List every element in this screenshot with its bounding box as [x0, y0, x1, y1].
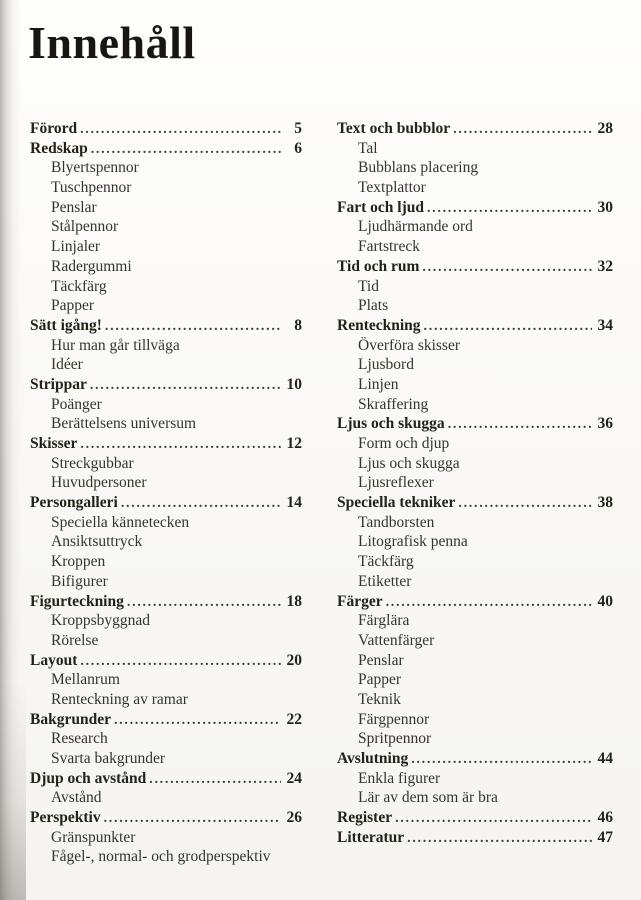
toc-entry-label: Research	[51, 730, 108, 748]
toc-subentry	[337, 670, 613, 690]
toc-entry	[30, 119, 302, 139]
toc-entry-label: Renteckning av ramar	[51, 690, 188, 708]
toc-dot-leader	[407, 828, 592, 849]
toc-entry-label: Form och djup	[358, 435, 450, 452]
toc-entry-label: Litografisk penna	[358, 533, 468, 551]
toc-dot-leader	[395, 808, 592, 829]
toc-entry-label: Färglära	[358, 612, 410, 630]
toc-page-number: 32	[597, 257, 613, 275]
toc-entry	[337, 493, 613, 513]
toc-entry-label: Speciella tekniker	[337, 494, 456, 512]
toc-page-number: 34	[597, 316, 613, 334]
toc-page-number: 20	[286, 651, 302, 669]
toc-entry-label: Text och bubblor	[337, 120, 451, 137]
toc-entry-label: Perspektiv	[30, 809, 101, 827]
toc-entry-label: Ansiktsuttryck	[51, 533, 143, 551]
toc-entry-label: Täckfärg	[51, 277, 107, 295]
toc-entry-label: Tal	[358, 139, 378, 157]
toc-page-number: 18	[286, 592, 302, 610]
toc-subentry	[337, 710, 613, 730]
toc-subentry	[337, 277, 613, 297]
toc-entry-label: Täckfärg	[358, 553, 414, 571]
toc-entry-label: Redskap	[30, 139, 88, 157]
toc-entry-label: Fartstreck	[358, 238, 420, 256]
toc-dot-leader	[458, 493, 592, 514]
toc-entry-label: Avslutning	[337, 750, 409, 767]
toc-subentry	[337, 434, 613, 454]
toc-dot-leader	[127, 592, 281, 613]
toc-page-number: 38	[597, 494, 613, 512]
toc-entry-label: Gränspunkter	[51, 828, 136, 846]
toc-page-number: 10	[286, 375, 302, 393]
toc-page-number: 12	[286, 435, 302, 452]
toc-entry	[337, 808, 613, 828]
toc-entry-label: Renteckning	[337, 316, 421, 334]
toc-subentry	[30, 473, 302, 493]
toc-entry-label: Penslar	[51, 198, 97, 216]
toc-subentry	[30, 217, 302, 237]
toc-subentry	[337, 336, 613, 356]
toc-subentry	[30, 395, 302, 415]
toc-entry	[337, 592, 613, 612]
toc-entry	[337, 119, 613, 139]
toc-column-left	[30, 119, 302, 867]
toc-entry	[30, 769, 302, 789]
toc-subentry	[30, 198, 302, 218]
toc-dot-leader	[121, 493, 281, 514]
toc-entry-label: Strippar	[30, 375, 87, 393]
toc-entry-label: Skisser	[30, 435, 78, 452]
toc-entry-label: Färgpennor	[358, 710, 430, 728]
toc-page-number: 26	[286, 809, 302, 827]
toc-subentry	[337, 513, 613, 533]
scan-edge-shadow	[0, 0, 22, 900]
toc-entry-label: Penslar	[358, 651, 404, 669]
toc-entry-label: Rörelse	[51, 631, 99, 649]
toc-entry	[30, 139, 302, 159]
toc-subentry	[30, 532, 302, 552]
toc-subentry	[30, 257, 302, 277]
scan-edge-shadow-bottom	[0, 680, 26, 900]
toc-entry	[30, 592, 302, 612]
toc-subentry	[337, 355, 613, 375]
toc-subentry	[337, 139, 613, 159]
page-title: Innehåll	[28, 17, 196, 68]
toc-subentry	[337, 158, 613, 178]
toc-subentry	[337, 296, 613, 316]
toc-subentry	[30, 296, 302, 316]
toc-entry-label: Speciella kännetecken	[51, 513, 190, 531]
toc-subentry	[30, 277, 302, 297]
toc-entry-label: Bakgrunder	[30, 710, 111, 728]
toc-entry-label: Etiketter	[358, 572, 412, 590]
toc-dot-leader	[411, 749, 592, 770]
toc-entry-label: Enkla figurer	[358, 769, 441, 787]
toc-dot-leader	[80, 119, 281, 140]
toc-page-number: 30	[597, 198, 613, 216]
toc-entry	[337, 257, 613, 277]
toc-subentry	[337, 375, 613, 395]
toc-subentry	[30, 670, 302, 690]
toc-entry-label: Poänger	[51, 395, 102, 413]
toc-entry-label: Kroppen	[51, 553, 106, 571]
toc-dot-leader	[90, 375, 281, 396]
toc-entry	[30, 493, 302, 513]
toc-entry-label: Textplattor	[358, 179, 426, 197]
toc-column-right	[337, 119, 613, 867]
toc-entry-label: Ljusbord	[358, 356, 414, 374]
toc-entry	[337, 828, 613, 848]
toc-subentry	[30, 237, 302, 257]
toc-entry	[337, 316, 613, 336]
toc-entry	[30, 375, 302, 395]
toc-subentry	[30, 729, 302, 749]
toc-page-number: 44	[597, 750, 613, 767]
toc-subentry	[30, 828, 302, 848]
toc-entry-label: Litteratur	[337, 828, 405, 846]
toc-entry-label: Persongalleri	[30, 494, 118, 512]
toc-subentry	[30, 690, 302, 710]
toc-entry-label: Huvudpersoner	[51, 474, 147, 492]
toc-entry-label: Linjaler	[51, 238, 101, 256]
toc-entry-label: Bubblans placering	[358, 159, 479, 177]
toc-subentry	[30, 414, 302, 434]
toc-subentry	[337, 237, 613, 257]
toc-subentry	[337, 552, 613, 572]
toc-dot-leader	[80, 651, 281, 672]
toc-subentry	[337, 395, 613, 415]
toc-subentry	[337, 651, 613, 671]
toc-subentry	[337, 788, 613, 808]
toc-entry-label: Hur man går tillväga	[51, 336, 180, 354]
toc-dot-leader	[105, 316, 281, 337]
toc-subentry	[30, 336, 302, 356]
toc-entry-label: Kroppsbyggnad	[51, 612, 151, 630]
toc-subentry	[30, 631, 302, 651]
toc-subentry	[30, 178, 302, 198]
toc-entry-label: Skraffering	[358, 395, 429, 413]
toc-columns	[30, 119, 613, 867]
toc-entry	[30, 710, 302, 730]
toc-dot-leader	[104, 808, 281, 829]
toc-entry-label: Tid och rum	[337, 257, 420, 275]
toc-page-number: 24	[286, 769, 302, 787]
toc-page-number: 14	[286, 494, 302, 512]
toc-entry-label: Tuschpennor	[51, 179, 132, 197]
toc-entry-label: Berättelsens universum	[51, 415, 197, 433]
toc-page-number: 40	[597, 592, 613, 610]
toc-dot-leader	[453, 119, 592, 140]
toc-entry-label: Ljudhärmande ord	[358, 218, 473, 236]
toc-dot-leader	[422, 257, 592, 278]
toc-subentry	[337, 454, 613, 474]
toc-entry	[337, 198, 613, 218]
toc-dot-leader	[427, 198, 592, 219]
toc-subentry	[30, 552, 302, 572]
toc-page-number: 36	[597, 415, 613, 433]
toc-entry	[30, 434, 302, 454]
toc-entry-label: Djup och avstånd	[30, 769, 147, 787]
toc-entry-label: Stålpennor	[51, 218, 119, 236]
toc-entry-label: Förord	[30, 120, 78, 137]
toc-entry-label: Papper	[51, 297, 95, 315]
toc-entry-label: Teknik	[358, 690, 401, 708]
toc-page-number: 22	[286, 710, 302, 728]
toc-subentry	[337, 217, 613, 237]
toc-subentry	[30, 788, 302, 808]
toc-entry-label: Idéer	[51, 356, 83, 374]
toc-subentry	[337, 178, 613, 198]
toc-entry	[30, 808, 302, 828]
toc-dot-leader	[386, 592, 592, 613]
toc-entry-label: Sätt igång!	[30, 316, 102, 334]
toc-dot-leader	[80, 434, 281, 455]
toc-subentry	[30, 749, 302, 769]
toc-entry	[30, 651, 302, 671]
toc-entry-label: Överföra skisser	[358, 336, 461, 354]
toc-entry-label: Register	[337, 809, 393, 827]
toc-dot-leader	[149, 769, 281, 790]
toc-entry-label: Linjen	[358, 375, 399, 393]
toc-entry-label: Avstånd	[51, 789, 102, 807]
toc-entry	[337, 414, 613, 434]
toc-entry-label: Layout	[30, 651, 78, 669]
toc-subentry	[337, 769, 613, 789]
toc-entry-label: Bifigurer	[51, 572, 108, 590]
toc-entry	[337, 749, 613, 769]
toc-entry-label: Papper	[358, 671, 402, 689]
toc-entry-label: Radergummi	[51, 257, 132, 275]
toc-subentry	[337, 532, 613, 552]
toc-subentry	[337, 572, 613, 592]
toc-dot-leader	[448, 414, 592, 435]
toc-subentry	[337, 473, 613, 493]
toc-page-number: 8	[294, 316, 302, 334]
toc-dot-leader	[424, 316, 592, 337]
toc-page-number: 5	[294, 120, 302, 137]
toc-entry-label: Svarta bakgrunder	[51, 750, 166, 767]
toc-subentry	[337, 729, 613, 749]
toc-subentry	[30, 847, 302, 867]
toc-page-number: 46	[597, 809, 613, 827]
toc-entry-label: Fågel-, normal- och grodperspektiv	[51, 848, 271, 866]
toc-subentry	[337, 690, 613, 710]
toc-subentry	[30, 355, 302, 375]
toc-entry-label: Spritpennor	[358, 730, 432, 748]
toc-entry-label: Vattenfärger	[358, 631, 435, 649]
toc-entry-label: Ljusreflexer	[358, 474, 434, 492]
toc-entry-label: Ljus och skugga	[358, 454, 460, 472]
toc-subentry	[30, 158, 302, 178]
toc-entry-label: Lär av dem som är bra	[358, 789, 498, 807]
toc-entry-label: Fart och ljud	[337, 198, 424, 216]
toc-entry-label: Mellanrum	[51, 671, 120, 689]
toc-subentry	[337, 631, 613, 651]
toc-subentry	[30, 513, 302, 533]
toc-subentry	[30, 454, 302, 474]
toc-entry-label: Figurteckning	[30, 592, 124, 610]
toc-entry-label: Streckgubbar	[51, 454, 134, 472]
toc-subentry	[30, 611, 302, 631]
toc-page-number: 28	[597, 120, 613, 137]
toc-dot-leader	[114, 710, 281, 731]
toc-page-number: 47	[597, 828, 613, 846]
toc-entry-label: Tid	[358, 277, 379, 295]
toc-dot-leader	[91, 139, 281, 160]
toc-page-number: 6	[294, 139, 302, 157]
toc-subentry	[30, 572, 302, 592]
toc-entry-label: Ljus och skugga	[337, 415, 445, 433]
toc-entry-label: Blyertspennor	[51, 159, 139, 177]
toc-entry-label: Tandborsten	[358, 513, 435, 531]
toc-entry	[30, 316, 302, 336]
toc-entry-label: Färger	[337, 592, 383, 610]
toc-entry-label: Plats	[358, 297, 389, 315]
toc-subentry	[337, 611, 613, 631]
